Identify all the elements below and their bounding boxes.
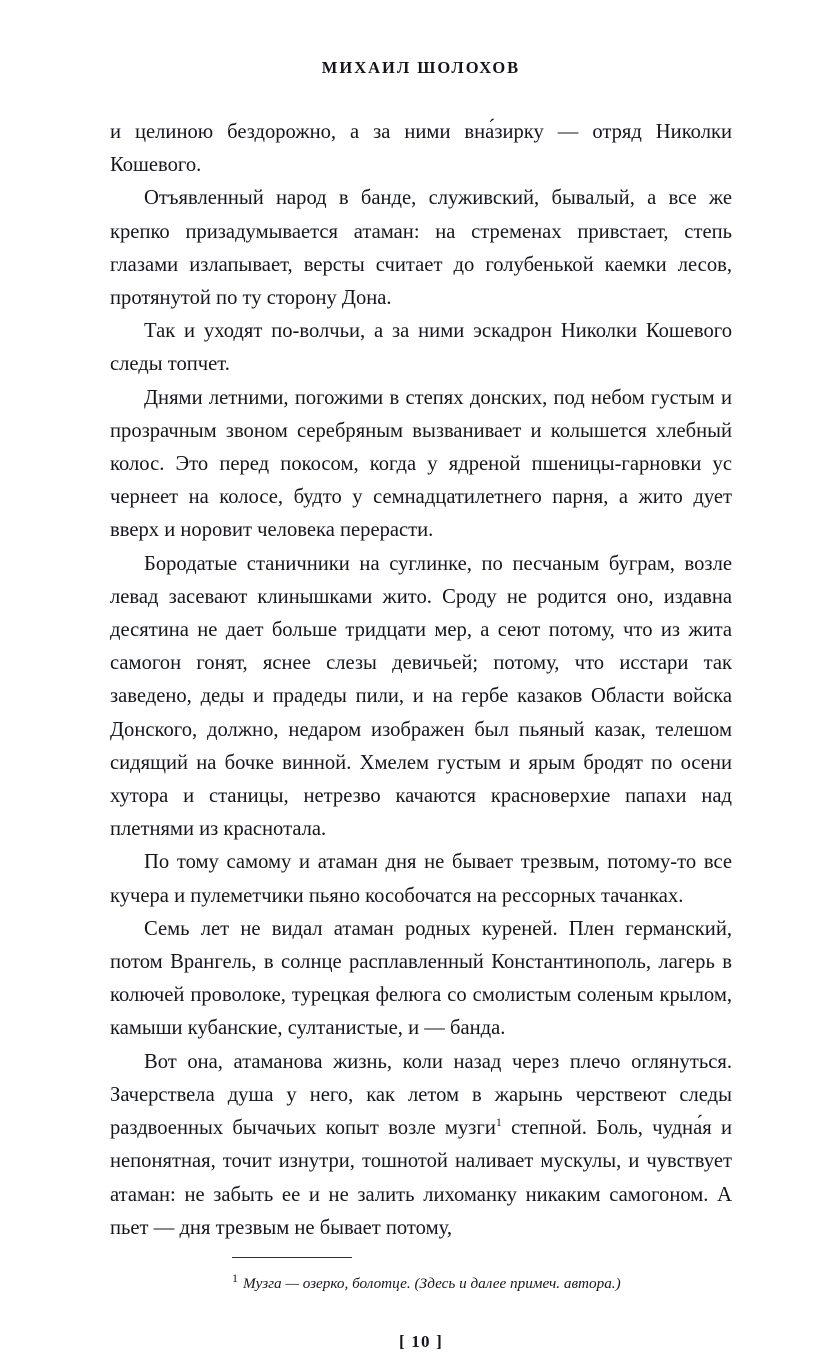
paragraph-text-before-footnote: Вот она, атаманова жизнь, коли назад через плечо оглянуться. Зачерствела душа у него, как летом в жарынь черствеют следы раздвоенных бычачьих копыт возле музги bbox=[110, 1050, 732, 1140]
footnote-source: (Здесь и далее примеч. автора.) bbox=[414, 1274, 621, 1292]
paragraph: и целиною бездорожно, а за ними вна́зирку — отряд Николки Кошевого. bbox=[110, 121, 732, 177]
paragraph-text-after-footnote: степной. Боль, чудна́я и непонятная, точит изнутри, тошнотой наливает мускулы, и чувствует атаман: не забыть ее и не залить лихоманку никаким самогоном. А пьет — дня трезвым не бывает потому, bbox=[110, 1117, 732, 1239]
footnote-reference[interactable]: 1 bbox=[495, 1115, 502, 1130]
paragraph: По тому самому и атаман дня не бывает трезвым, потому-то все кучера и пулеметчики пьяно кособочатся на рессорных тачанках. bbox=[110, 851, 732, 907]
footnote-definition: — озерко, болотце. bbox=[281, 1274, 415, 1292]
paragraph-with-footnote bbox=[110, 1046, 732, 1245]
body-text bbox=[110, 116, 732, 1245]
paragraph: Днями летними, погожими в степях донских, под небом густым и прозрачным звоном серебряным вызванивает и колышется хлебный колос. Это перед покосом, когда у ядреной пшеницы-гарновки ус чернеет на колосе, будто у семнадцатилетнего парня, а жито дует вверх и норовит человека перерасти. bbox=[110, 386, 732, 542]
footnote bbox=[110, 1268, 732, 1294]
running-head: МИХАИЛ ШОЛОХОВ bbox=[321, 58, 521, 77]
paragraph: Бородатые станичники на суглинке, по песчаным буграм, возле левад засевают клинышками жито. Сроду не родится оно, издавна десятина не дает больше тридцати мер, а сеют потому, что из жита самогон гонят, яснее слезы девичьей; потому, что исстари так заведено, деды и прадеды пили, и на гербе казаков Области войска Донского, должно, недаром изображен был пьяный казак, телешом сидящий на бочке винной. Хмелем густым и ярым бродят по осени хутора и станицы, нетрезво качаются красноверхие папахи над плетнями из краснотала. bbox=[110, 552, 732, 841]
footnote-area bbox=[110, 1245, 732, 1352]
page-number: [ 10 ] bbox=[398, 1331, 444, 1351]
footnote-term: Музга bbox=[243, 1274, 282, 1292]
footnote-marker: 1 bbox=[232, 1270, 238, 1285]
paragraph: Отъявленный народ в банде, служивский, бывалый, а все же крепко призадумывается атаман: на стременах привстает, степь глазами излапывает, версты считает до голубенькой каемки лесов, протянутой по ту сторону Дона. bbox=[110, 187, 732, 310]
paragraph: Так и уходят по-волчьи, а за ними эскадрон Николки Кошевого следы топчет. bbox=[110, 320, 732, 376]
footnote-separator bbox=[232, 1257, 352, 1258]
paragraph: Семь лет не видал атаман родных куреней. Плен германский, потом Врангель, в солнце расплавленный Константинополь, лагерь в колючей проволоке, турецкая фелюга со смолистым соленым крылом, камыши кубанские, султанистые, и — банда. bbox=[110, 917, 732, 1040]
